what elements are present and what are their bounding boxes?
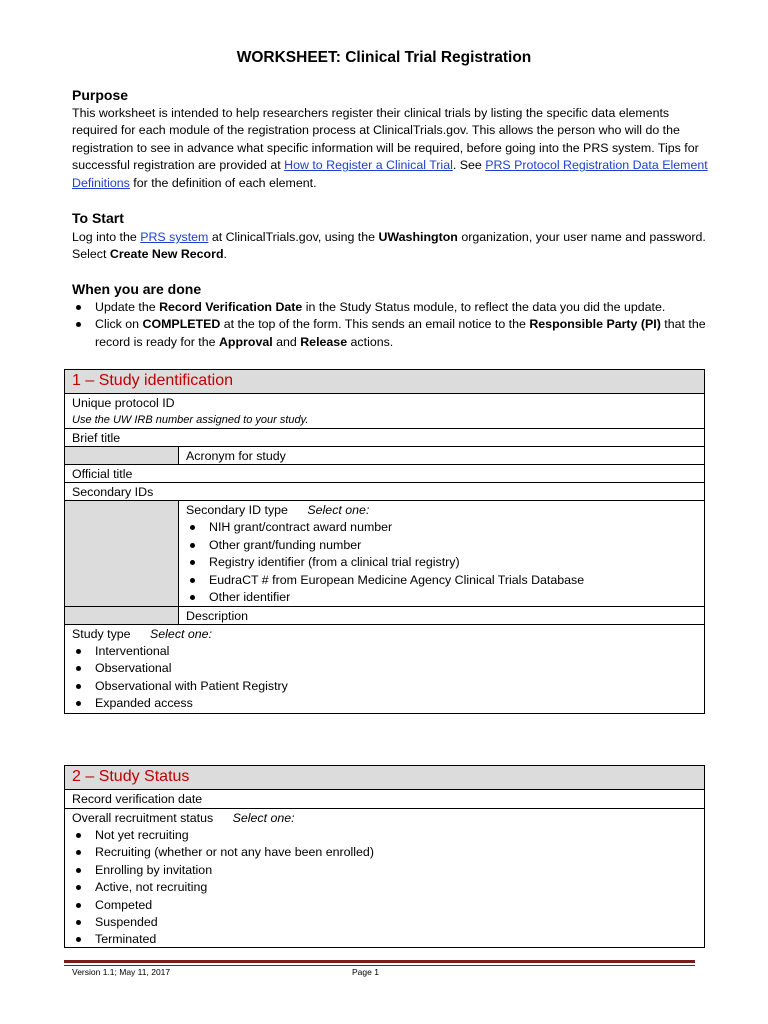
unique-protocol-id-row[interactable]	[65, 394, 704, 428]
purpose-text-1: This worksheet is intended to help researchers register their clinical trials by listing the specific data elements required for each module of the registration process at ClinicalTrials.gov. This allows the person who will do the registration to see in advance what specific information will be required, before going into the PRS system. Tips for successful registration are provided at	[72, 106, 699, 173]
acronym-spacer	[65, 447, 179, 464]
option-active-not-recruiting[interactable]: Active, not recruiting	[72, 879, 697, 896]
option-registry-identifier[interactable]: Registry identifier (from a clinical trial registry)	[186, 554, 697, 571]
acronym-label: Acronym for study	[186, 449, 286, 463]
create-record-label: Create New Record	[109, 247, 224, 262]
done-text: Responsible Party (PI)	[529, 317, 661, 332]
to-start-text: .	[223, 247, 227, 262]
acronym-field[interactable]	[179, 447, 704, 464]
acronym-row	[65, 446, 704, 464]
overall-recruitment-header	[72, 810, 697, 827]
study-type-row[interactable]	[65, 624, 704, 713]
section-1-header	[65, 370, 704, 394]
section-1-title: 1 – Study identification	[72, 372, 233, 389]
purpose-heading: Purpose	[72, 87, 129, 103]
secondary-id-options	[186, 519, 697, 606]
description-label: Description	[186, 609, 248, 623]
done-text: Update the	[95, 300, 160, 314]
done-text: actions.	[347, 334, 394, 349]
recruitment-options	[72, 827, 697, 949]
section-2-table	[64, 765, 705, 948]
option-enrolling-by-invitation[interactable]: Enrolling by invitation	[72, 862, 697, 879]
done-item-completed	[72, 316, 712, 351]
to-start-text: organization, your user name and password. Select	[72, 230, 706, 262]
to-start-paragraph	[72, 229, 712, 264]
prs-system-link[interactable]: PRS system	[140, 230, 209, 244]
done-item-update	[72, 299, 712, 316]
brief-title-label: Brief title	[72, 431, 121, 445]
select-one-hint: Select one:	[307, 503, 370, 517]
overall-recruitment-label: Overall recruitment status	[72, 811, 214, 825]
secondary-ids-label: Secondary IDs	[72, 485, 154, 499]
done-text: Click on	[95, 317, 143, 332]
option-suspended[interactable]: Suspended	[72, 914, 697, 931]
done-text: Release	[300, 334, 348, 349]
secondary-ids-row[interactable]	[65, 482, 704, 500]
select-one-hint: Select one:	[232, 811, 295, 825]
option-other-identifier[interactable]: Other identifier	[186, 589, 697, 606]
prs-definitions-link[interactable]: PRS Protocol Registration Data Element Definitions	[72, 158, 708, 190]
done-text: and	[272, 334, 301, 349]
option-recruiting[interactable]: Recruiting (whether or not any have been enrolled)	[72, 844, 697, 861]
secondary-id-type-header	[186, 502, 697, 519]
record-verification-row[interactable]	[65, 790, 704, 808]
brief-title-row[interactable]	[65, 428, 704, 446]
to-start-text: Log into the	[72, 230, 141, 244]
option-terminated[interactable]: Terminated	[72, 931, 697, 948]
done-text: Record Verification Date	[159, 300, 303, 314]
secondary-id-type-row	[65, 500, 704, 606]
description-field[interactable]	[179, 607, 704, 624]
done-heading: When you are done	[72, 281, 202, 297]
section-2-header	[65, 766, 704, 790]
description-row	[65, 606, 704, 624]
how-to-register-link[interactable]: How to Register a Clinical Trial	[284, 158, 453, 173]
page-title: WORKSHEET: Clinical Trial Registration	[236, 49, 532, 66]
section-2-title: 2 – Study Status	[72, 768, 190, 785]
section-1-table	[64, 369, 705, 714]
option-observational[interactable]: Observational	[72, 660, 697, 677]
study-type-label: Study type	[72, 627, 131, 641]
done-text: at the top of the form. This sends an email notice to the	[220, 317, 530, 332]
footer-page-number: Page 1	[352, 967, 379, 977]
secondary-id-spacer	[65, 501, 179, 606]
footer-rule-thin	[64, 965, 695, 966]
unique-protocol-id-note: Use the UW IRB number assigned to your study.	[72, 414, 309, 426]
purpose-text-3: for the definition of each element.	[129, 175, 317, 190]
footer-version: Version 1.1; May 11, 2017	[72, 967, 171, 977]
option-interventional[interactable]: Interventional	[72, 643, 697, 660]
to-start-text: at ClinicalTrials.gov, using the	[208, 230, 379, 244]
option-competed[interactable]: Competed	[72, 897, 697, 914]
done-text: Approval	[218, 334, 273, 349]
option-eudract[interactable]: EudraCT # from European Medicine Agency Clinical Trials Database	[186, 572, 697, 589]
option-not-yet-recruiting[interactable]: Not yet recruiting	[72, 827, 697, 844]
option-observational-registry[interactable]: Observational with Patient Registry	[72, 678, 697, 695]
footer-rule	[64, 960, 695, 963]
secondary-id-type-field[interactable]	[179, 501, 704, 606]
to-start-heading: To Start	[72, 210, 124, 226]
option-expanded-access[interactable]: Expanded access	[72, 695, 697, 712]
official-title-row[interactable]	[65, 464, 704, 482]
purpose-paragraph	[72, 105, 712, 192]
overall-recruitment-row[interactable]	[65, 808, 704, 947]
official-title-label: Official title	[72, 467, 133, 481]
secondary-id-type-label: Secondary ID type	[186, 503, 288, 517]
purpose-text-2: . See	[452, 158, 486, 173]
description-spacer	[65, 607, 179, 624]
select-one-hint: Select one:	[150, 627, 213, 641]
done-text: in the Study Status module, to reflect the data you did the update.	[302, 300, 666, 314]
done-text: that the record is ready for the	[95, 317, 706, 349]
done-text: COMPLETED	[142, 317, 221, 332]
done-list	[72, 299, 712, 351]
organization-name: UWashington	[378, 230, 458, 244]
option-other-grant[interactable]: Other grant/funding number	[186, 537, 697, 554]
study-type-header	[72, 626, 697, 643]
study-type-options	[72, 643, 697, 713]
option-nih-grant[interactable]: NIH grant/contract award number	[186, 519, 697, 536]
unique-protocol-id-label: Unique protocol ID	[72, 396, 175, 410]
record-verification-label: Record verification date	[72, 792, 203, 806]
